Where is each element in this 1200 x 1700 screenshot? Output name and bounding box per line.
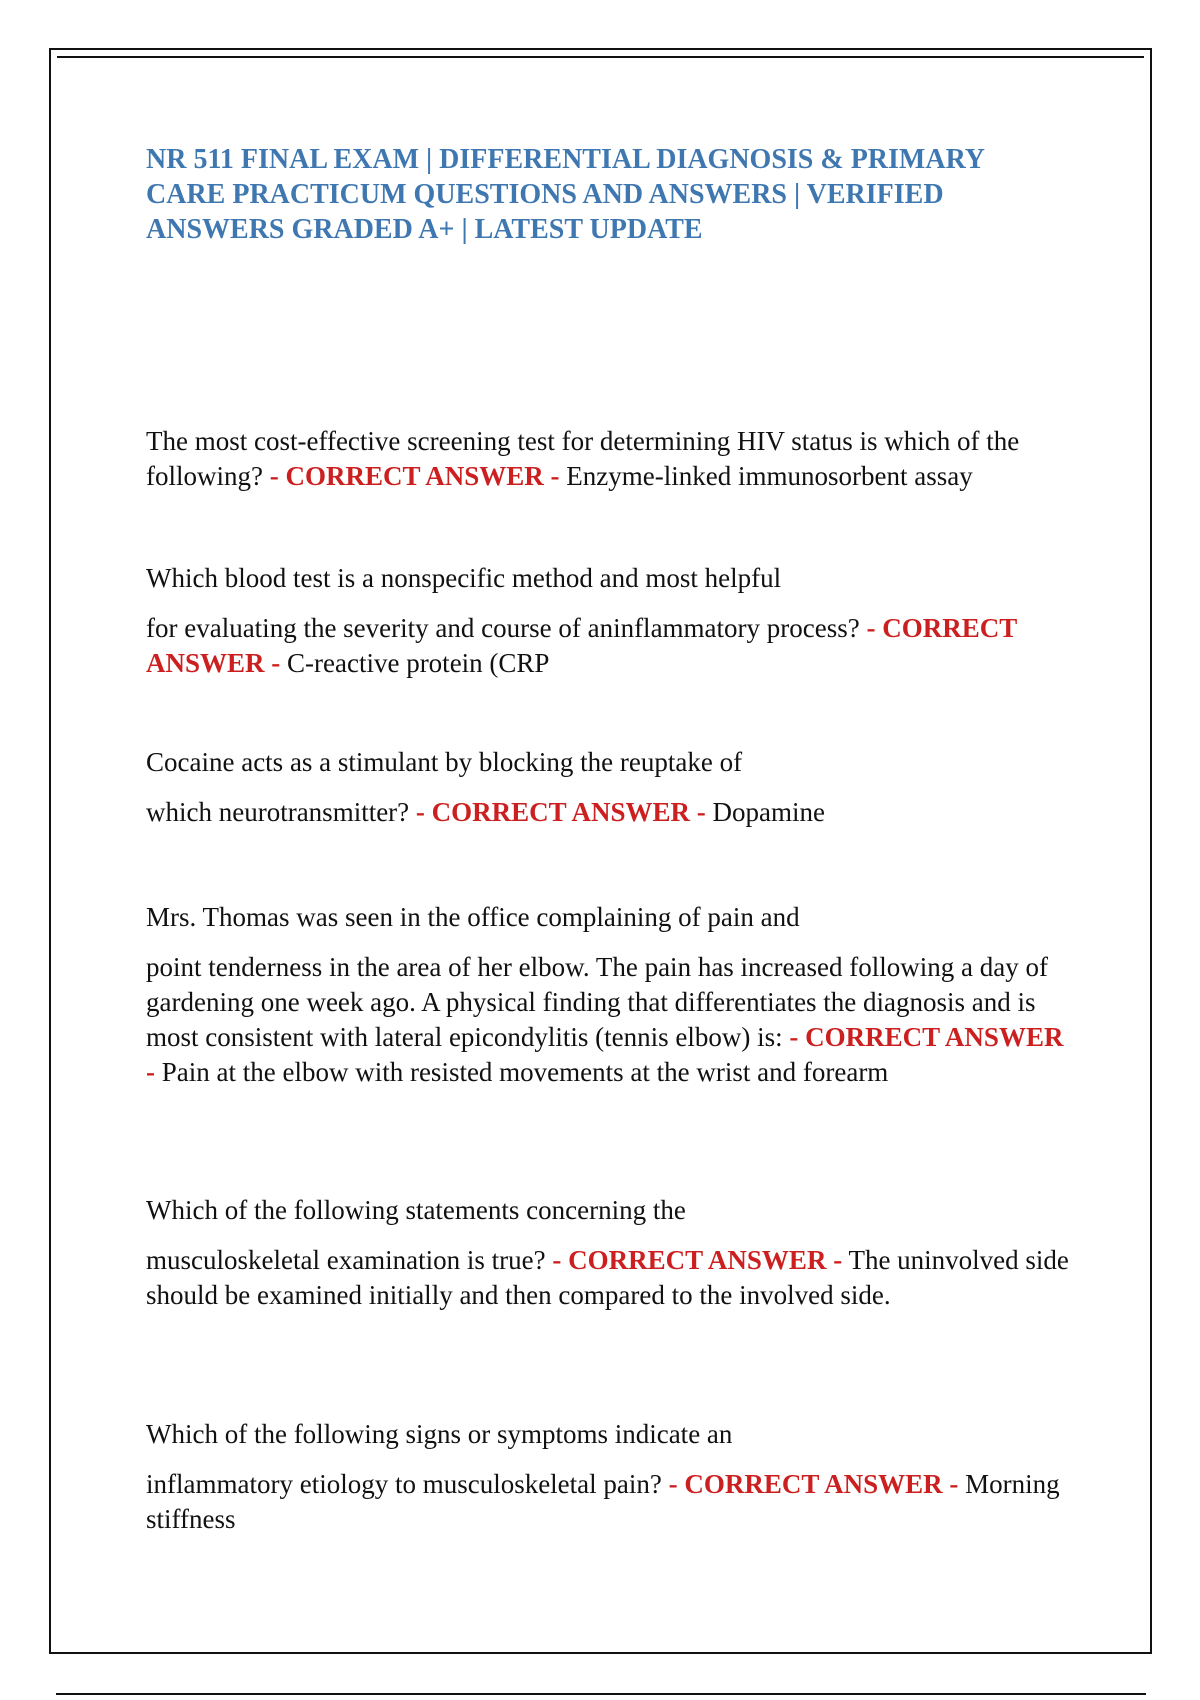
answer-marker: - CORRECT ANSWER -	[269, 461, 560, 491]
question-line-1: Which of the following signs or symptoms indicate an	[146, 1419, 733, 1449]
qa-item-5	[146, 1193, 1076, 1313]
answer-text: Morning stiffness	[146, 1469, 1060, 1534]
answer-text: Dopamine	[712, 797, 825, 827]
document-title: NR 511 FINAL EXAM | DIFFERENTIAL DIAGNOSIS & PRIMARY CARE PRACTICUM QUESTIONS AND ANSWERS | VERIFIED ANSWERS GRADED A+ | LATEST UPDATE	[146, 144, 984, 245]
answer-marker: - CORRECT ANSWER -	[146, 1022, 1064, 1087]
question-text: which neurotransmitter?	[146, 797, 410, 827]
bottom-rule	[56, 1693, 1146, 1695]
question-text: inflammatory etiology to musculoskeletal pain?	[146, 1469, 662, 1499]
qa-text	[146, 795, 1076, 830]
page-border	[49, 48, 1152, 1654]
question-text: musculoskeletal examination is true?	[146, 1245, 546, 1275]
answer-text: Enzyme-linked immunosorbent assay	[566, 461, 973, 491]
qa-text	[146, 611, 1076, 681]
question-line-1: Cocaine acts as a stimulant by blocking the reuptake of	[146, 747, 743, 777]
question-line-1: Which blood test is a nonspecific method and most helpful	[146, 563, 782, 593]
answer-text: The uninvolved side should be examined initially and then compared to the involved side.	[146, 1245, 1069, 1310]
question-text: point tenderness in the area of her elbow. The pain has increased following a day of gardening one week ago. A physical finding that differentiates the diagnosis and is most consistent with lateral epicondylitis (tennis elbow) is:	[146, 952, 1048, 1052]
question-text: for evaluating the severity and course of aninflammatory process?	[146, 613, 860, 643]
answer-marker: - CORRECT ANSWER -	[146, 613, 1017, 678]
answer-text: Pain at the elbow with resisted movements at the wrist and forearm	[161, 1057, 889, 1087]
qa-text	[146, 424, 1076, 494]
qa-item-1	[146, 424, 1076, 494]
qa-item-3	[146, 745, 1076, 830]
top-rule	[57, 56, 1144, 58]
qa-item-4	[146, 900, 1076, 1090]
qa-text	[146, 950, 1076, 1090]
qa-item-6	[146, 1417, 1076, 1537]
qa-text	[146, 1467, 1076, 1537]
qa-text	[146, 1243, 1076, 1313]
answer-text: C-reactive protein (CRP	[287, 648, 550, 678]
answer-marker: - CORRECT ANSWER -	[668, 1469, 959, 1499]
answer-marker: - CORRECT ANSWER -	[415, 797, 706, 827]
question-text: The most cost-effective screening test for determining HIV status is which of the following?	[146, 426, 1020, 491]
question-line-1: Mrs. Thomas was seen in the office complaining of pain and	[146, 902, 800, 932]
answer-marker: - CORRECT ANSWER -	[552, 1245, 843, 1275]
question-line-1: Which of the following statements concerning the	[146, 1195, 686, 1225]
qa-item-2	[146, 561, 1076, 681]
